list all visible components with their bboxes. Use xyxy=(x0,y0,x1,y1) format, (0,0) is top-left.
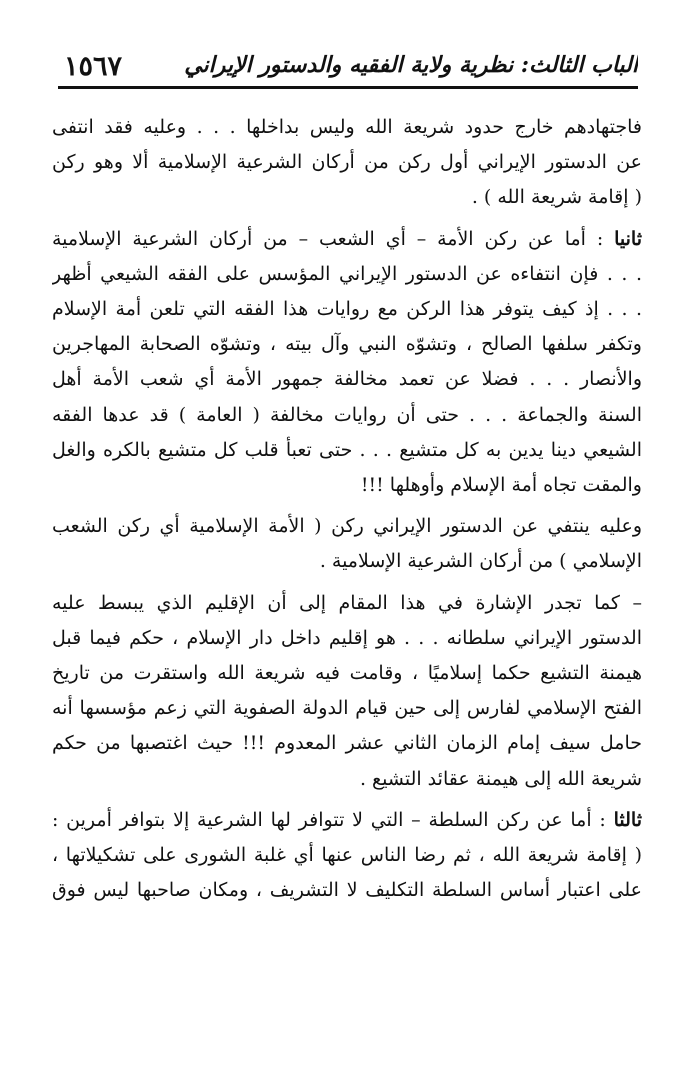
text-line: – كما تجدر الإشارة في هذا المقام إلى أن الإقليم الذي يبسط عليه xyxy=(52,591,642,614)
text-line: الدستور الإيراني سلطانه . . . هو إقليم داخل دار الإسلام ، حكم فيما قبل xyxy=(52,626,642,649)
text-line: على اعتبار أساس السلطة التكليف لا التشريف ، ومكان صاحبها ليس فوق xyxy=(52,879,642,902)
paragraph xyxy=(52,803,642,909)
text-line xyxy=(52,222,642,257)
text-line: الفتح الإسلامي لفارس إلى حين قيام الدولة الصفوية التي زعم مؤسسها أنه xyxy=(52,697,642,720)
text-line: والمقت تجاه أمة الإسلام وأوهلها !!! xyxy=(360,474,642,497)
text-line: الشيعي دينا يدين به كل متشيع . . . حتى تعبأ قلب كل متشيع بالكره والغل xyxy=(52,438,642,461)
text-line: شريعة الله إلى هيمنة عقائد التشيع . xyxy=(359,767,642,790)
text-line xyxy=(52,803,642,838)
text-line-rest: : أما عن ركن السلطة – التي لا تتوافر لها الشرعية إلا بتوافر أمرين : xyxy=(52,808,614,831)
running-title: الباب الثالث: نظرية ولاية الفقيه والدستور الإيراني xyxy=(184,52,638,78)
body-text xyxy=(52,110,642,908)
page-header xyxy=(58,46,638,90)
paragraph-lead: ثانيا xyxy=(614,227,642,250)
text-line: ( إقامة شريعة الله ) . xyxy=(471,186,642,209)
paragraph-lead: ثالثا xyxy=(613,808,642,831)
text-line: حامل سيف إمام الزمان الثاني عشر المعدوم !!! حيث اغتصبها من حكم xyxy=(52,732,642,755)
text-line: . . . فإن انتفاءه عن الدستور الإيراني المؤسس على الفقه الشيعي أظهر xyxy=(52,262,642,285)
text-line: فاجتهادهم خارج حدود شريعة الله وليس بداخلها . . . وعليه فقد انتفى xyxy=(52,116,642,138)
header-rule xyxy=(58,86,638,89)
text-line: وعليه ينتفي عن الدستور الإيراني ركن ( الأمة الإسلامية أي ركن الشعب xyxy=(52,515,642,538)
text-line: وتكفر سلفها الصالح ، وتشوّه النبي وآل بيته ، وتشوّه الصحابة المهاجرين xyxy=(52,333,642,356)
text-line: عن الدستور الإيراني أول ركن من أركان الشرعية الإسلامية ألا وهو ركن xyxy=(52,151,642,174)
paragraph xyxy=(52,509,642,579)
page-number: ١٥٦٧ xyxy=(64,51,123,82)
text-line: ( إقامة شريعة الله ، ثم رضا الناس عنها أي غلبة الشورى على تشكيلاتها ، xyxy=(52,844,642,867)
paragraph xyxy=(52,222,642,504)
text-line: والأنصار . . . فضلا عن تعمد مخالفة جمهور الأمة أي شعب الأمة أهل xyxy=(52,368,642,391)
text-line: هيمنة التشيع حكما إسلاميًا ، وقامت فيه شريعة الله واستقرت من تاريخ xyxy=(52,662,642,685)
paragraph xyxy=(52,110,642,216)
text-line-rest: : أما عن ركن الأمة – أي الشعب – من أركان الشرعية الإسلامية xyxy=(52,227,615,250)
text-line: . . . إذ كيف يتوفر هذا الركن مع روايات هذا الفقه التي تلعن أمة الإسلام xyxy=(52,298,642,321)
paragraph xyxy=(52,586,642,797)
text-line: السنة والجماعة . . . حتى أن روايات مخالفة ( العامة ) قد عدها الفقه xyxy=(52,403,642,426)
text-line: الإسلامي ) من أركان الشرعية الإسلامية . xyxy=(319,550,642,573)
